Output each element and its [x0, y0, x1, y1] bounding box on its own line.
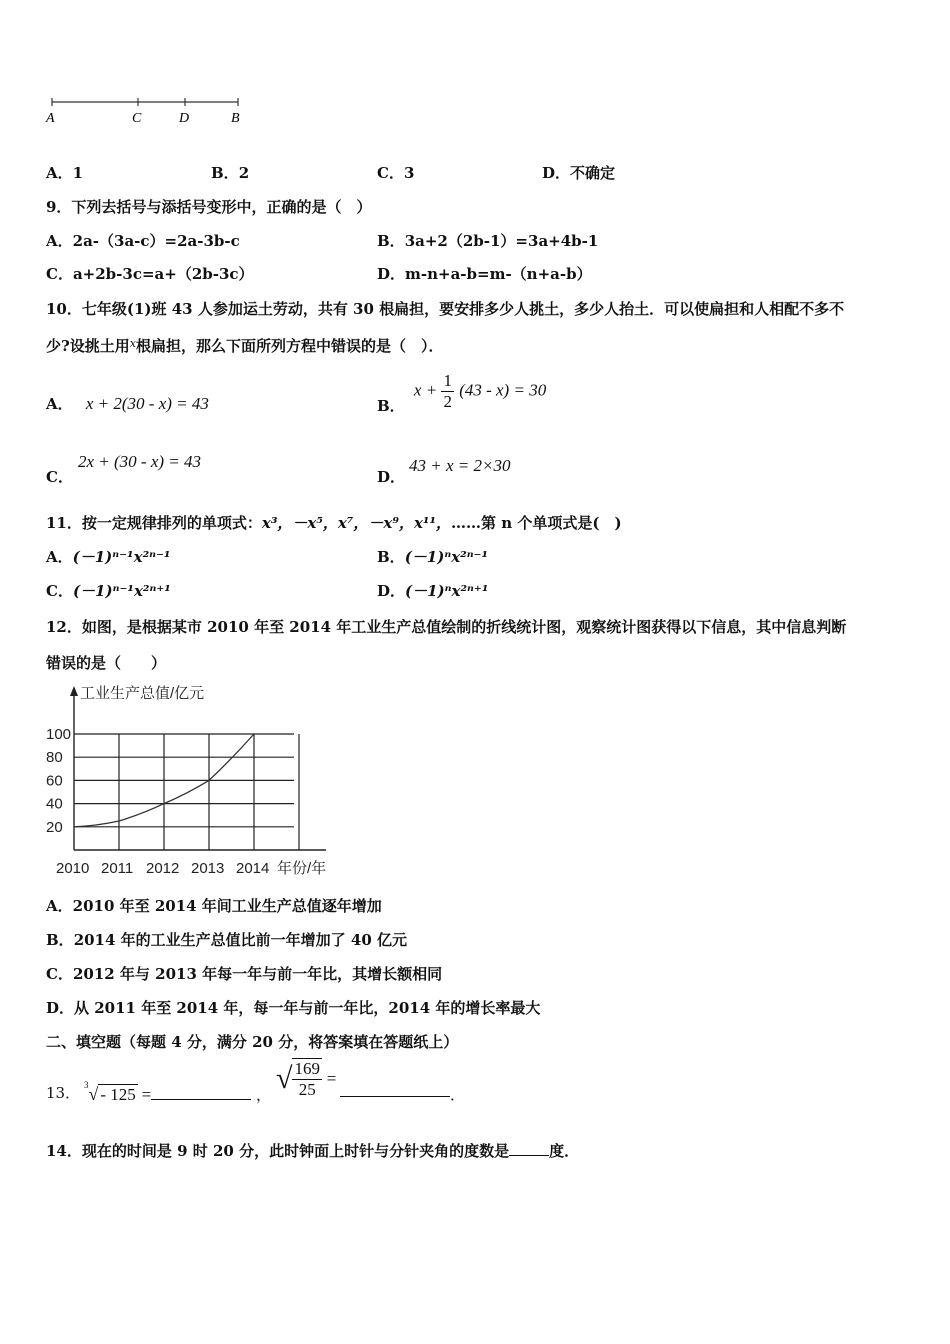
q12-option-d: D．从 2011 年至 2014 年，每一年与前一年比，2014 年的增长率最大 [46, 999, 541, 1017]
q9-option-a: A．2a-（3a-c）=2a-3b-c [46, 232, 240, 250]
q12-stem-line2: 错误的是（ ） [46, 654, 167, 672]
q12-option-a: A．2010 年至 2014 年间工业生产总值逐年增加 [46, 897, 382, 915]
y-tick-label: 100 [46, 726, 72, 743]
x-tick-label: 2011 [101, 860, 134, 877]
point-label-b: B [231, 111, 240, 126]
q9-stem: 9．下列去括号与添括号变形中，正确的是（ ） [46, 198, 372, 216]
x-tick-label: 2010 [56, 860, 90, 877]
q9-option-d: D．m-n+a-b=m-（n+a-b） [377, 265, 592, 283]
q12-option-b: B．2014 年的工业生产总值比前一年增加了 40 亿元 [46, 931, 407, 949]
q11-option-d: D．(－1)ⁿx²ⁿ⁺¹ [377, 582, 489, 600]
segment-figure [40, 92, 250, 128]
q11-option-c: C．(－1)ⁿ⁻¹x²ⁿ⁺¹ [46, 582, 171, 600]
x-tick-label: 2013 [191, 860, 225, 877]
x-tick-label: 2014 [236, 860, 270, 877]
q10-option-a: A． x + 2(30 - x) = 43 [46, 394, 209, 413]
y-tick-label: 60 [46, 772, 63, 790]
x-axis-title: 年份/年 [277, 860, 327, 877]
q8-option-c: C．3 [377, 164, 415, 182]
q10-option-d: D． 43 + x = 2×30 [377, 456, 511, 486]
line-chart [44, 682, 334, 880]
y-tick-label: 80 [46, 749, 63, 767]
q9-option-c: C．a+2b-3c=a+（2b-3c） [46, 265, 254, 283]
q11-stem: 11．按一定规律排列的单项式：x³，－x⁵，x⁷，－x⁹，x¹¹，……第 n 个单项式是( ) [46, 514, 622, 532]
q10-stem-line1: 10．七年级(1)班 43 人参加运土劳动，共有 30 根扁担，要安排多少人挑土，多少人抬土．可以使扁担和人相配不多不 [46, 300, 845, 318]
q8-option-b: B．2 [211, 164, 250, 182]
y-axis-arrow [70, 686, 78, 696]
x-tick-label: 2012 [146, 860, 180, 877]
q14: 14．现在的时间是 9 时 20 分，此时钟面上时针与分针夹角的度数是 度． [46, 1142, 580, 1160]
q12-option-c: C．2012 年与 2013 年每一年与前一年比，其增长额相同 [46, 965, 443, 983]
q10-stem-line2: 少?设挑土用$^x$根扁担，那么下面所列方程中错误的是（ ）． [46, 337, 444, 355]
q9-option-b: B．3a+2（2b-1）=3a+4b-1 [377, 232, 599, 250]
q12-stem-line1: 12．如图，是根据某市 2010 年至 2014 年工业生产总值绘制的折线统计图，观察统计图获得以下信息，其中信息判断 [46, 618, 847, 636]
q10-option-c: C． 2x + (30 - x) = 43 [46, 452, 202, 486]
q11-option-a: A．(－1)ⁿ⁻¹x²ⁿ⁻¹ [46, 548, 171, 566]
point-label-d: D [179, 111, 190, 126]
section2-heading: 二、填空题（每题 4 分，满分 20 分，将答案填在答题纸上） [46, 1033, 459, 1051]
q13-blank-1[interactable] [151, 1099, 251, 1100]
q13-blank-2[interactable] [340, 1096, 450, 1097]
q8-option-a: A．1 [46, 164, 84, 182]
point-label-a: A [46, 111, 55, 126]
y-tick-label: 40 [46, 795, 63, 813]
point-label-c: C [132, 111, 142, 126]
q11-option-b: B．(－1)ⁿx²ⁿ⁻¹ [377, 548, 489, 566]
y-tick-label: 20 [46, 818, 63, 836]
y-axis-title: 工业生产总值/亿元 [80, 685, 205, 702]
q10-option-b: B． x + $\frac{1}{2}$ (43 - x) = 30 [377, 371, 547, 415]
q8-option-d: D．不确定 [542, 164, 616, 182]
q14-blank[interactable] [509, 1155, 549, 1156]
